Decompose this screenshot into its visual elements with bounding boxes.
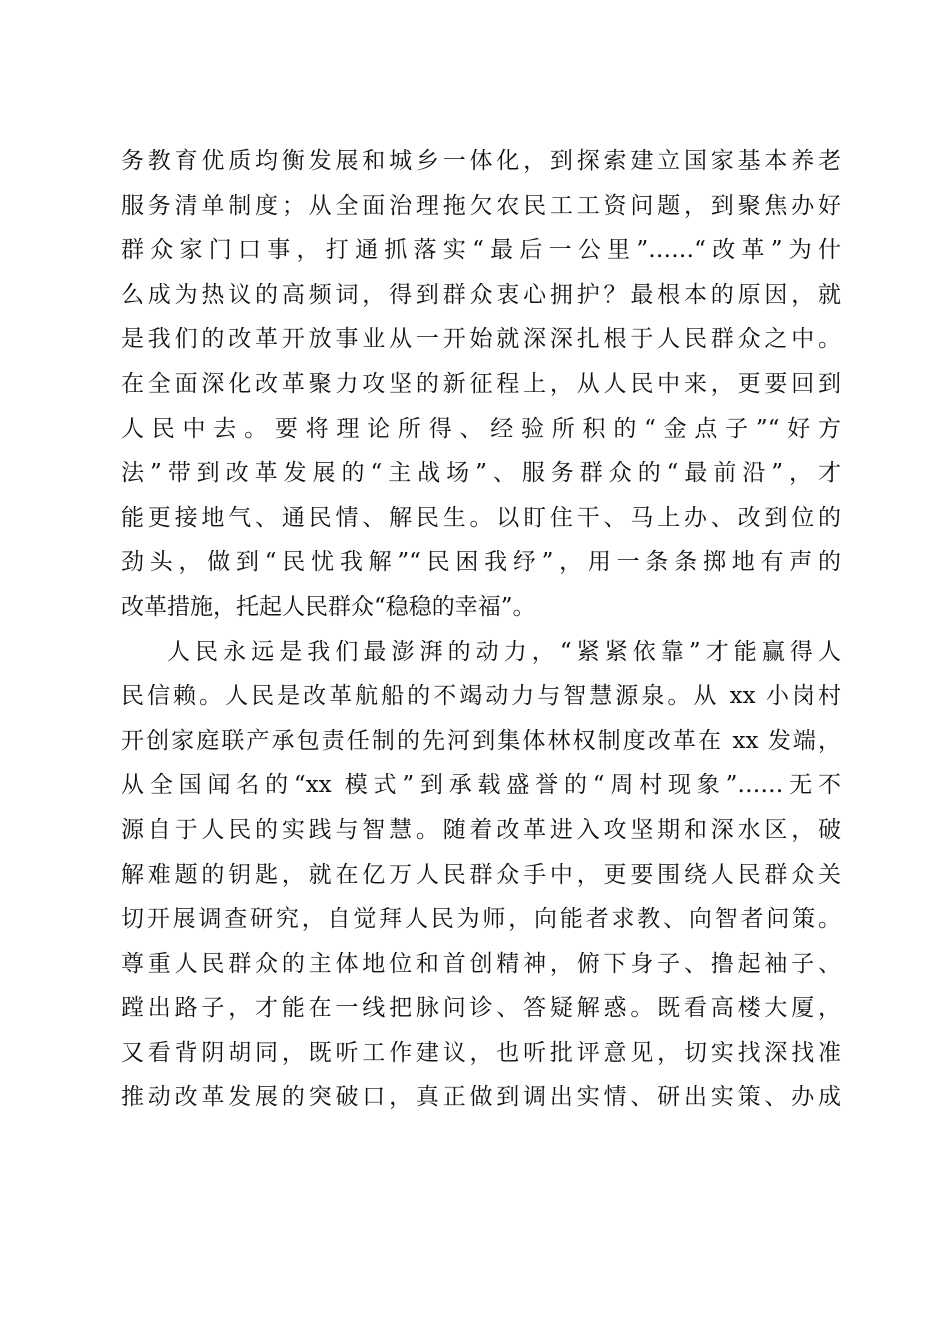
- text-line: 服务清单制度；从全面治理拖欠农民工工资问题，到聚焦办好: [121, 192, 841, 219]
- paragraph-2: [121, 630, 841, 1121]
- text-line: 法”带到改革发展的“主战场”、服务群众的“最前沿”，才: [121, 460, 841, 487]
- body-text: [121, 139, 841, 1120]
- text-line: 群众家门口事，打通抓落实“最后一公里”……“改革”为什: [121, 237, 841, 264]
- text-line: 尊重人民群众的主体地位和首创精神，俯下身子、撸起袖子、: [121, 950, 841, 977]
- text-line: 蹚出路子，才能在一线把脉问诊、答疑解惑。既看高楼大厦，: [121, 995, 841, 1022]
- text-line: 解难题的钥匙，就在亿万人民群众手中，更要围绕人民群众关: [121, 861, 841, 888]
- text-line: 切开展调查研究，自觉拜人民为师，向能者求教、向智者问策。: [121, 906, 841, 933]
- text-line: 改革措施，托起人民群众“稳稳的幸福”。: [121, 593, 536, 620]
- text-line: 又看背阴胡同，既听工作建议，也听批评意见，切实找深找准: [121, 1039, 841, 1066]
- text-line: 源自于人民的实践与智慧。随着改革进入攻坚期和深水区，破: [121, 816, 841, 843]
- text-line: 劲头，做到“民忧我解”“民困我纾”，用一条条掷地有声的: [121, 549, 841, 576]
- text-line: 能更接地气、通民情、解民生。以盯住干、马上办、改到位的: [121, 504, 841, 531]
- text-line: 在全面深化改革聚力攻坚的新征程上，从人民中来，更要回到: [121, 370, 841, 397]
- text-line: 从全国闻名的“xx 模式”到承载盛誉的“周村现象”……无不: [121, 772, 841, 799]
- text-line: 么成为热议的高频词，得到群众衷心拥护？最根本的原因，就: [121, 281, 841, 308]
- text-line: 人民中去。要将理论所得、经验所积的“金点子”“好方: [121, 415, 841, 442]
- text-line: 开创家庭联产承包责任制的先河到集体林权制度改革在 xx 发端，: [121, 727, 841, 754]
- text-line: 务教育优质均衡发展和城乡一体化，到探索建立国家基本养老: [121, 148, 841, 174]
- paragraph-1: [121, 139, 841, 630]
- text-line: 是我们的改革开放事业从一开始就深深扎根于人民群众之中。: [121, 326, 841, 353]
- text-line: 推动改革发展的突破口，真正做到调出实情、研出实策、办成: [121, 1084, 841, 1111]
- text-line: 民信赖。人民是改革航船的不竭动力与智慧源泉。从 xx 小岗村: [121, 683, 841, 710]
- text-line: 人民永远是我们最澎湃的动力，“紧紧依靠”才能赢得人: [167, 638, 841, 665]
